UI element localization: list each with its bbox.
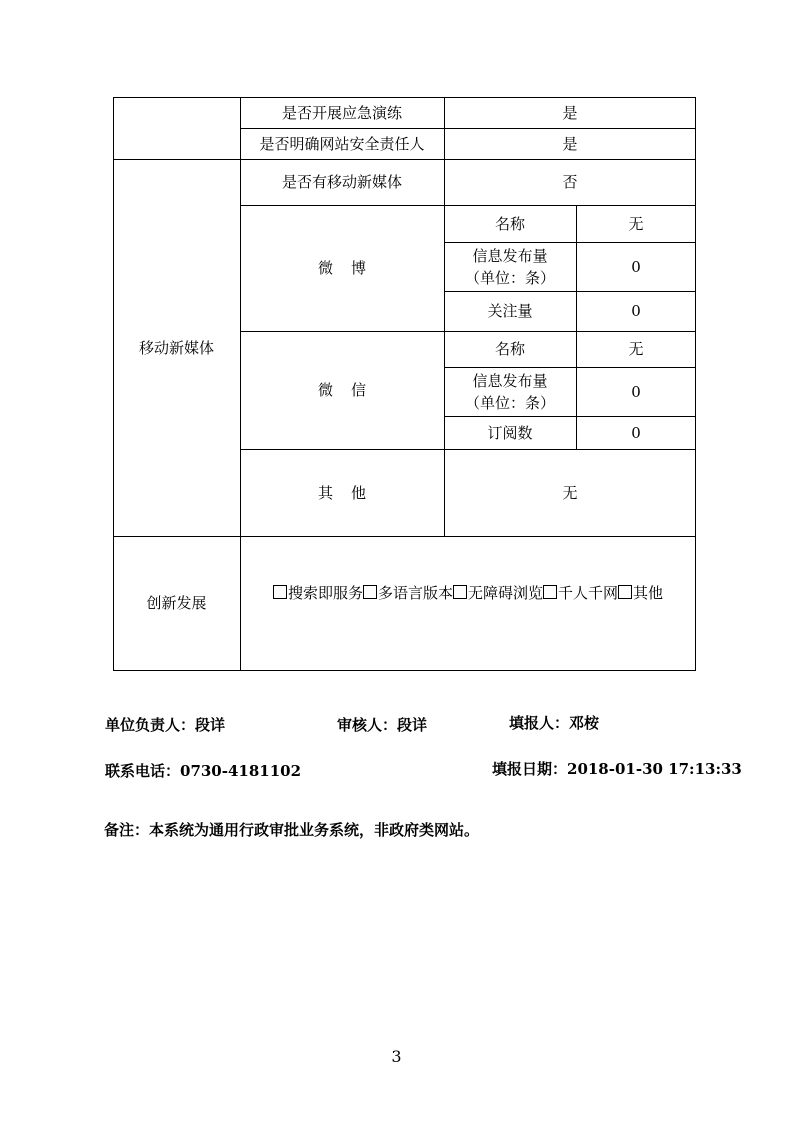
mobile-media-section-label: 移动新媒体 <box>138 338 214 357</box>
other-label: 其他 <box>317 483 384 502</box>
table-line <box>113 670 696 671</box>
remark-note: 备注：本系统为通用行政审批业务系统，非政府类网站。 <box>104 821 480 839</box>
wechat-sub-value: 0 <box>631 423 641 442</box>
checkbox-icon[interactable] <box>543 585 557 599</box>
option-search-service[interactable]: 搜索即服务 <box>273 582 363 604</box>
checkbox-icon[interactable] <box>618 585 632 599</box>
unit-head: 单位负责人：段详 <box>105 716 226 734</box>
weibo-posts-label-line2: （单位：条） <box>464 268 555 287</box>
security-officer-value: 是 <box>562 134 578 153</box>
wechat-name-label: 名称 <box>494 340 525 358</box>
other-value: 无 <box>562 483 578 502</box>
innovation-options <box>240 578 696 608</box>
innovation-label: 创新发展 <box>146 594 207 612</box>
option-personalized[interactable]: 千人千网 <box>543 582 618 604</box>
drill-value: 是 <box>562 103 578 122</box>
contact-phone: 联系电话：0730-4181102 <box>105 762 302 780</box>
option-multilingual[interactable]: 多语言版本 <box>363 582 453 604</box>
page-number: 3 <box>391 1047 402 1066</box>
weibo-name-value: 无 <box>628 214 644 233</box>
checkbox-icon[interactable] <box>273 585 287 599</box>
option-other[interactable]: 其他 <box>618 582 663 604</box>
reviewer: 审核人：段详 <box>337 716 428 734</box>
wechat-posts-value: 0 <box>631 382 641 401</box>
wechat-name-value: 无 <box>628 340 644 358</box>
weibo-label: 微博 <box>317 259 384 277</box>
wechat-label: 微信 <box>317 381 384 399</box>
wechat-posts-label <box>444 367 576 416</box>
weibo-follow-label: 关注量 <box>487 302 533 320</box>
wechat-sub-label: 订阅数 <box>487 423 533 442</box>
wechat-posts-label-line2: （单位：条） <box>464 393 555 412</box>
checkbox-icon[interactable] <box>363 585 377 599</box>
fill-date: 填报日期：2018-01-30 17:13:33 <box>492 760 742 778</box>
security-officer-label: 是否明确网站安全责任人 <box>259 134 425 153</box>
filler: 填报人：邓桉 <box>509 714 600 732</box>
has-mobile-value: 否 <box>562 173 578 191</box>
weibo-posts-label <box>444 242 576 291</box>
wechat-posts-label-line1: 信息发布量 <box>472 371 548 390</box>
option-accessibility[interactable]: 无障碍浏览 <box>453 582 543 604</box>
weibo-name-label: 名称 <box>494 214 525 233</box>
drill-label: 是否开展应急演练 <box>281 103 402 122</box>
weibo-posts-value: 0 <box>631 257 641 276</box>
weibo-follow-value: 0 <box>631 302 641 320</box>
weibo-posts-label-line1: 信息发布量 <box>472 246 548 265</box>
has-mobile-label: 是否有移动新媒体 <box>281 173 402 191</box>
checkbox-icon[interactable] <box>453 585 467 599</box>
